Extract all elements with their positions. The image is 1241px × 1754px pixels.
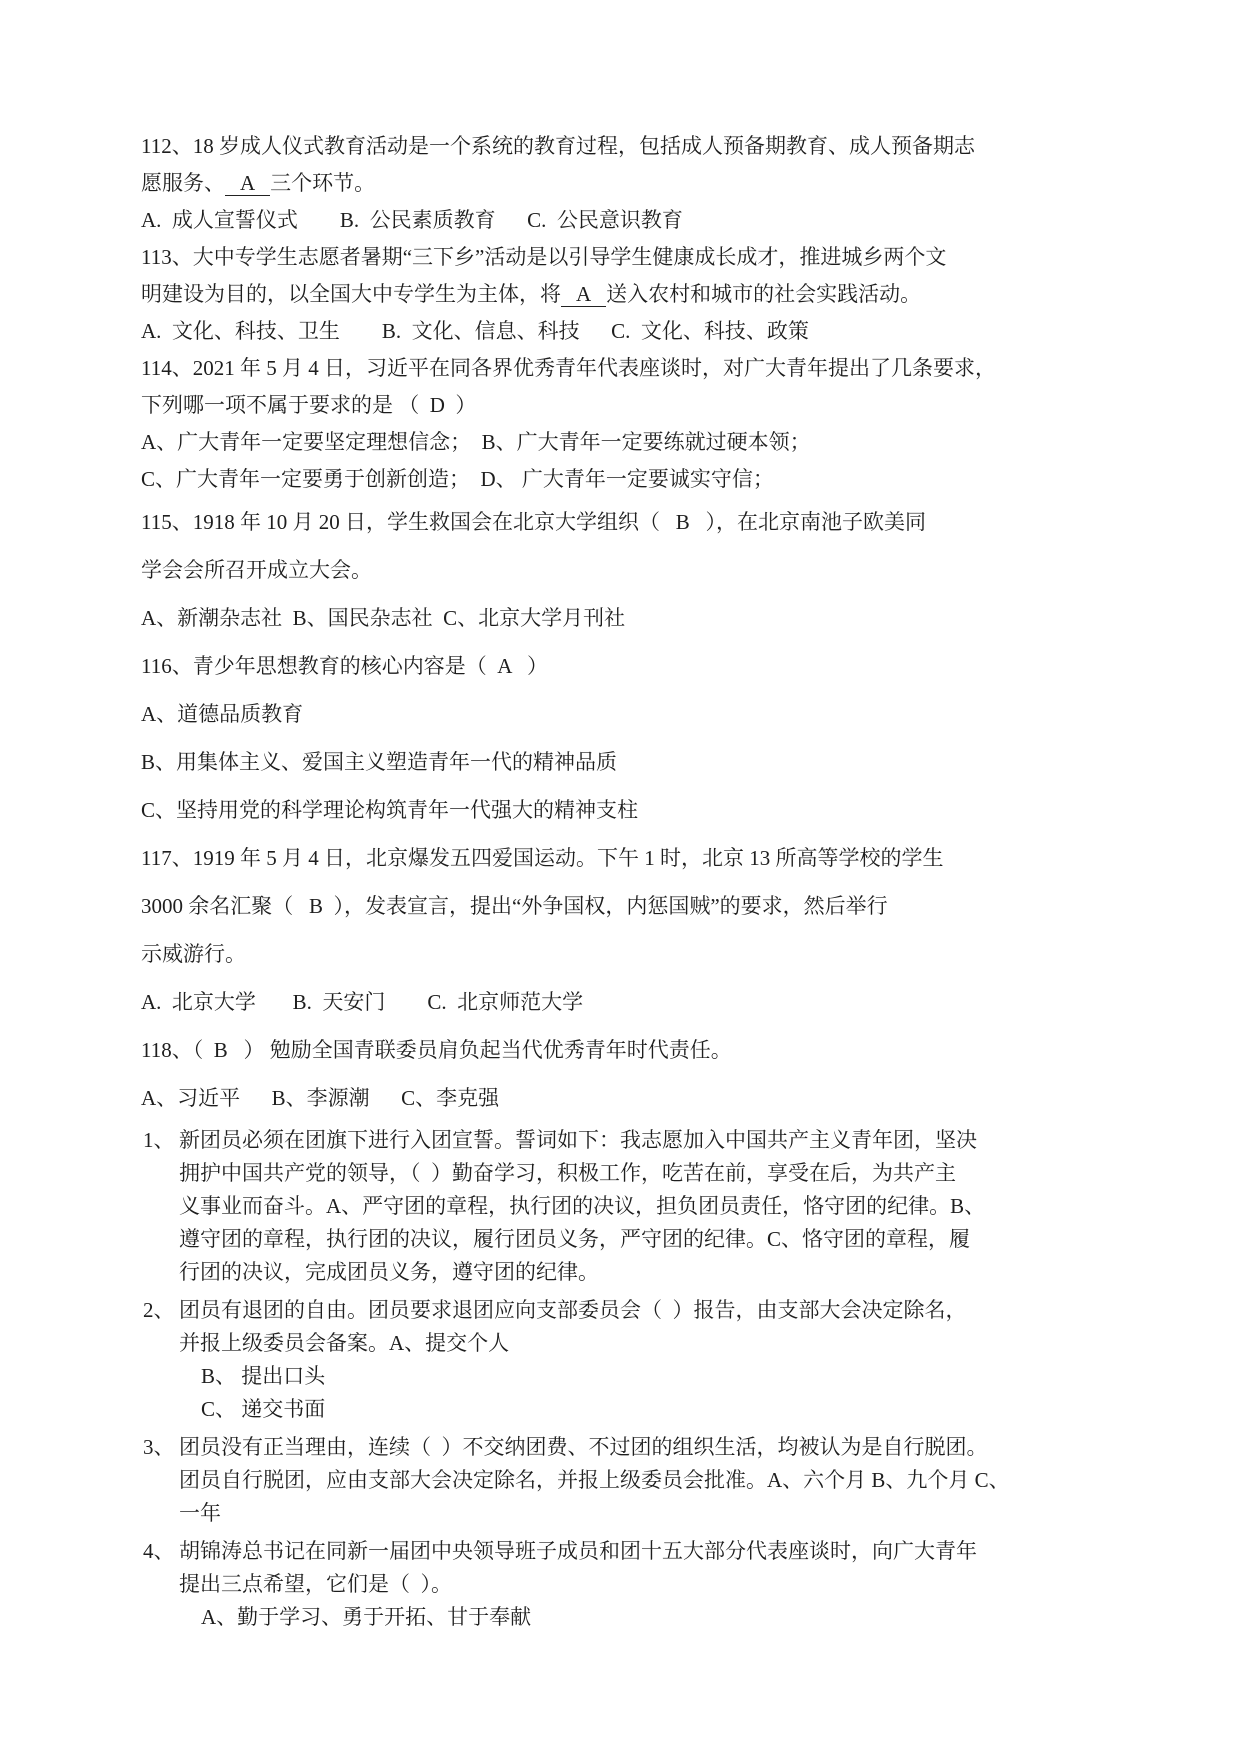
question-112-line-2	[141, 165, 1103, 202]
list-item-2	[141, 1294, 1103, 1426]
list-item-1-line-1: 新团员必须在团旗下进行入团宣誓。誓词如下：我志愿加入中国共产主义青年团，坚决	[179, 1128, 977, 1152]
question-116-option-a: A、道德品质教育	[141, 702, 304, 726]
question-113-options: A. 文化、科技、卫生 B. 文化、信息、科技 C. 文化、科技、政策	[141, 319, 809, 343]
question-112-answer-blank: A	[225, 171, 270, 196]
question-115-line-1: 115、1918 年 10 月 20 日，学生救国会在北京大学组织（ B ），在北京南池子欧美同	[141, 510, 926, 534]
list-item-2-line-1: 团员有退团的自由。团员要求退团应向支部委员会（ ）报告，由支部大会决定除名，	[179, 1298, 967, 1322]
question-115-line-2: 学会会所召开成立大会。	[141, 558, 372, 582]
question-117-line-1: 117、1919 年 5 月 4 日，北京爆发五四爱国运动。下午 1 时，北京 13 所高等学校的学生	[141, 846, 944, 870]
question-115-options: A、新潮杂志社 B、国民杂志社 C、北京大学月刊社	[141, 606, 626, 630]
question-112	[141, 128, 1103, 239]
list-item-3-line-1: 团员没有正当理由，连续（ ）不交纳团费、不过团的组织生活，均被认为是自行脱团。	[179, 1435, 988, 1459]
question-117-line-3: 示威游行。	[141, 942, 246, 966]
list-item-2-option-c: C、 递交书面	[201, 1397, 326, 1421]
question-116-option-c: C、坚持用党的科学理论构筑青年一代强大的精神支柱	[141, 798, 639, 822]
question-117	[141, 834, 1103, 1026]
list-item-2-option-b: B、 提出口头	[201, 1364, 326, 1388]
question-117-options: A. 北京大学 B. 天安门 C. 北京师范大学	[141, 990, 584, 1014]
list-item-4-number: 4、	[143, 1539, 175, 1563]
list-item-1-line-3: 义事业而奋斗。A、严守团的章程，执行团的决议，担负团员责任，恪守团的纪律。B、	[179, 1194, 986, 1218]
list-item-3-number: 3、	[143, 1435, 175, 1459]
list-item-4-option-a: A、勤于学习、勇于开拓、甘于奉献	[201, 1605, 532, 1629]
question-112-line-1: 112、18 岁成人仪式教育活动是一个系统的教育过程，包括成人预备期教育、成人预备期志	[141, 134, 975, 158]
list-item-3	[141, 1431, 1103, 1530]
question-116	[141, 642, 1103, 834]
list-item-1-line-4: 遵守团的章程，执行团的决议，履行团员义务，严守团的纪律。C、恪守团的章程，履	[179, 1227, 971, 1251]
list-item-1-line-2: 拥护中国共产党的领导，（ ）勤奋学习，积极工作，吃苦在前，享受在后，为共产主	[179, 1161, 956, 1185]
question-113-line-2-post: 送入农村和城市的社会实践活动。	[606, 282, 922, 306]
list-item-1-line-5: 行团的决议，完成团员义务，遵守团的纪律。	[179, 1260, 599, 1284]
question-113-line-1: 113、大中专学生志愿者暑期“三下乡”活动是以引导学生健康成长成才，推进城乡两个文	[141, 245, 947, 269]
question-117-line-2: 3000 余名汇聚（ B ），发表宣言，提出“外争国权，内惩国贼”的要求，然后举行	[141, 894, 888, 918]
question-113-line-2-pre: 明建设为目的，以全国大中专学生为主体，将	[141, 282, 561, 306]
list-item-4-line-1: 胡锦涛总书记在同新一届团中央领导班子成员和团十五大部分代表座谈时，向广大青年	[179, 1539, 977, 1563]
question-116-line-1: 116、青少年思想教育的核心内容是（ A ）	[141, 654, 548, 678]
question-114-line-2: 下列哪一项不属于要求的是 （ D ）	[141, 393, 477, 417]
numbered-list	[141, 1124, 1103, 1634]
question-114-line-1: 114、2021 年 5 月 4 日，习近平在同各界优秀青年代表座谈时，对广大青年提出了几条要求，	[141, 356, 996, 380]
question-116-option-b: B、用集体主义、爱国主义塑造青年一代的精神品质	[141, 750, 618, 774]
question-114-options-ab: A、广大青年一定要坚定理想信念； B、广大青年一定要练就过硬本领；	[141, 430, 811, 454]
question-112-line-2-post: 三个环节。	[270, 171, 376, 195]
question-113-line-2	[141, 276, 1103, 313]
question-112-line-2-pre: 愿服务、	[141, 171, 225, 195]
question-118-options: A、习近平 B、李源潮 C、李克强	[141, 1086, 500, 1110]
question-114-options-cd: C、广大青年一定要勇于创新创造； D、 广大青年一定要诚实守信；	[141, 467, 774, 491]
question-118	[141, 1026, 1103, 1122]
question-114	[141, 350, 1103, 498]
list-item-4-line-2: 提出三点希望，它们是（ ）。	[179, 1572, 452, 1596]
list-item-3-line-2: 团员自行脱团，应由支部大会决定除名，并报上级委员会批准。A、六个月 B、九个月 C、	[179, 1468, 1010, 1492]
list-item-2-line-2: 并报上级委员会备案。A、提交个人	[179, 1331, 510, 1355]
document-content	[141, 128, 1103, 1639]
question-115	[141, 498, 1103, 642]
question-112-options: A. 成人宣誓仪式 B. 公民素质教育 C. 公民意识教育	[141, 208, 683, 232]
list-item-4	[141, 1535, 1103, 1634]
list-item-1-number: 1、	[143, 1128, 175, 1152]
question-118-line-1: 118、（ B ） 勉励全国青联委员肩负起当代优秀青年时代责任。	[141, 1038, 732, 1062]
list-item-1	[141, 1124, 1103, 1289]
list-item-2-number: 2、	[143, 1298, 175, 1322]
list-item-3-line-3: 一年	[179, 1501, 221, 1525]
question-113	[141, 239, 1103, 350]
question-113-answer-blank: A	[561, 282, 606, 307]
